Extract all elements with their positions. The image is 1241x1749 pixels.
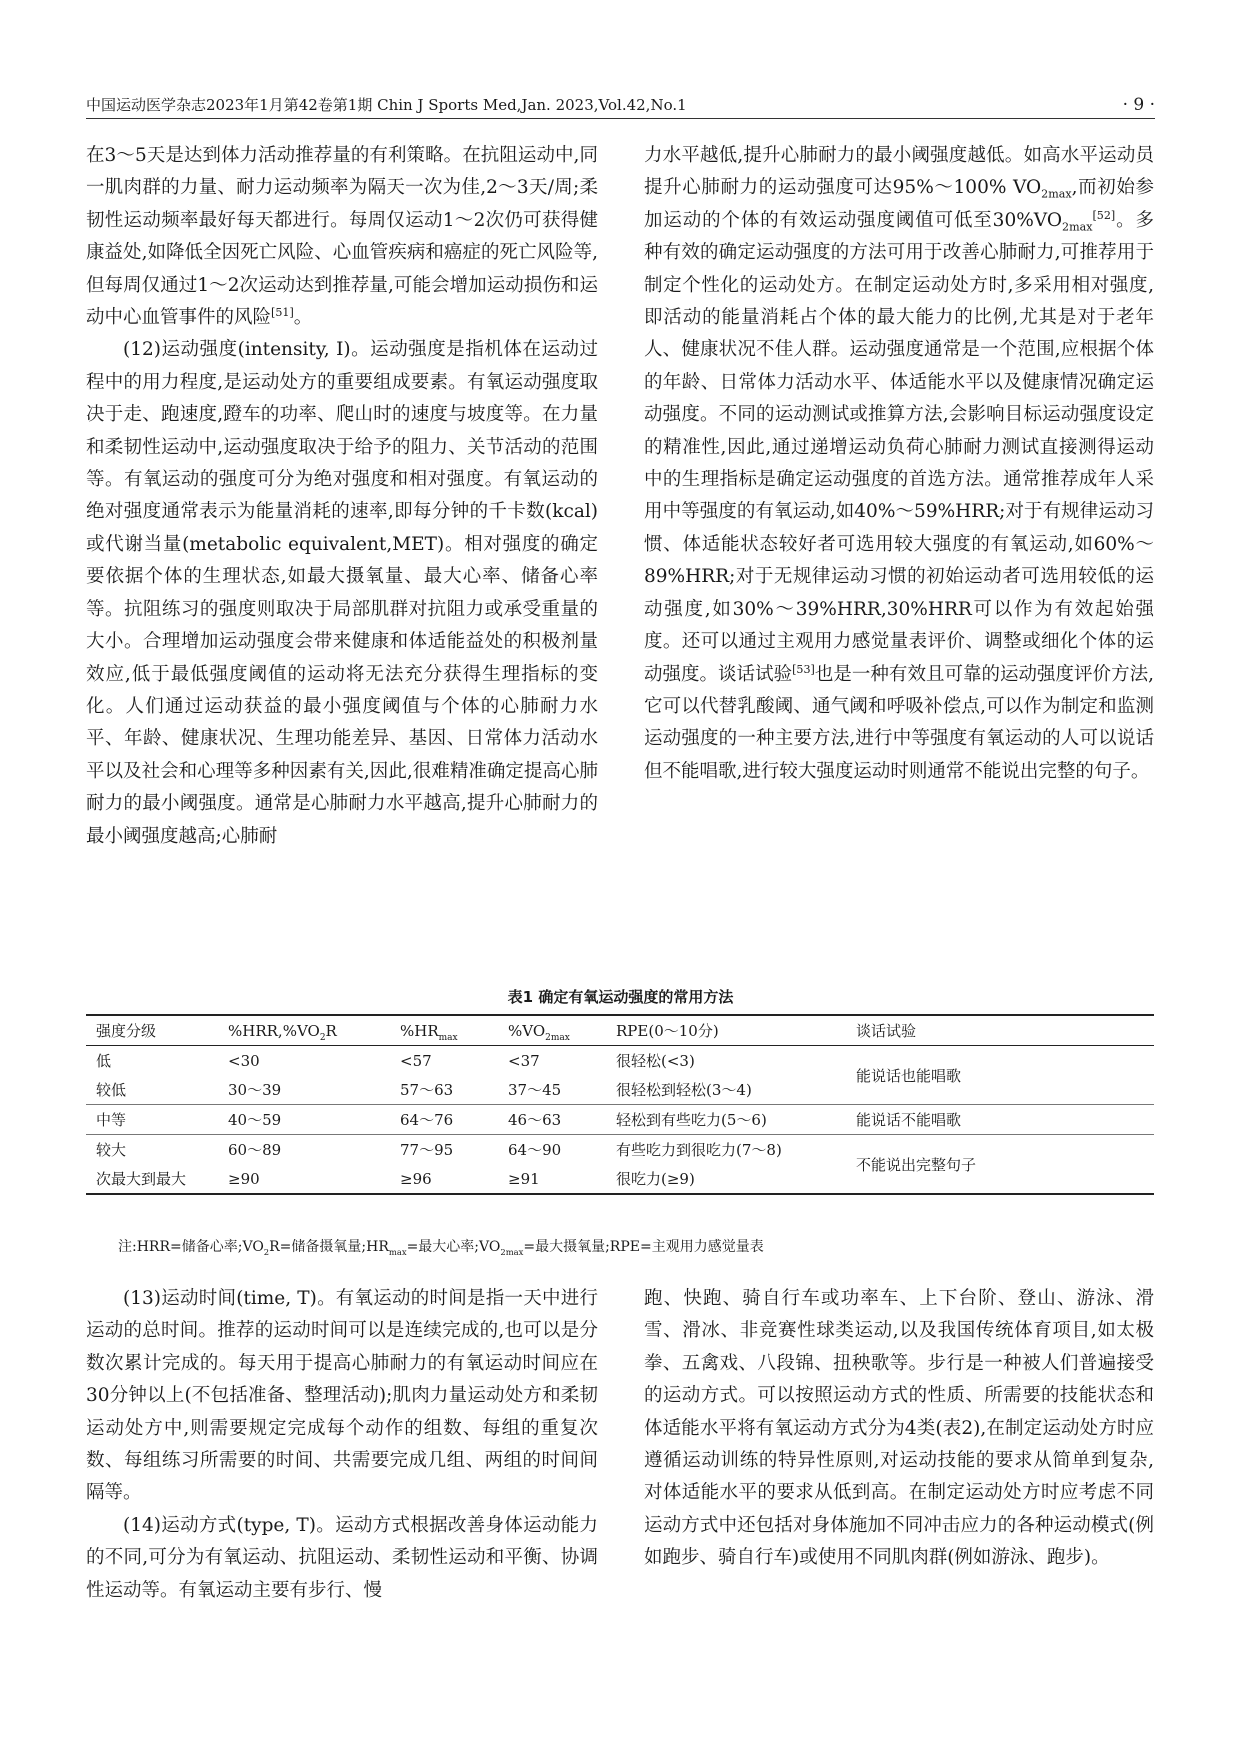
column-top-left	[86, 140, 598, 853]
header-vo2max: $\%VO_{2max}$	[508, 1021, 570, 1043]
citation-52[interactable]: [52]	[1092, 208, 1116, 222]
paragraph: 在3～5天是达到体力活动推荐量的有利策略。在抗阻运动中,同一肌肉群的力量、耐力运动频率为隔天一次为佳,2～3天/周;柔韧性运动频率最好每天都进行。每周仅运动1～2次仍可获得健康益处,如降低全因死亡风险、心血管疾病和癌症的死亡风险等,但每周仅通过1～2次运动达到推荐量,可能会增加运动损伤和运动中心血管事件的风险[51]。	[86, 145, 598, 329]
paragraph: 跑、快跑、骑自行车或功率车、上下台阶、登山、游泳、滑雪、滑冰、非竞赛性球类运动,以及我国传统体育项目,如太极拳、五禽戏、八段锦、扭秧歌等。步行是一种被人们普遍接受的运动方式。可以按照运动方式的性质、所需要的技能状态和体适能水平将有氧运动方式分为4类(表2),在制定运动处方时应遵循运动训练的特异性原则,对运动技能的要求从简单到复杂,对体适能水平的要求从低到高。在制定运动处方时应考虑不同运动方式中还包括对身体施加不同冲击应力的各种运动模式(例如跑步、骑自行车)或使用不同肌肉群(例如游泳、跑步)。	[644, 1288, 1154, 1569]
table-row: 较低 30～39 57～63 37～45 很轻松到轻松(3～4)	[86, 1075, 1154, 1105]
column-bottom-left	[86, 1283, 598, 1607]
table-note: 注:HRR=储备心率$;VO_2R=$储备摄氧量$;HR_{max}=$最大心率$;VO_{2max}=$最大摄氧量;RPE=主观用力感觉量表	[118, 1239, 764, 1257]
table-title: 表1 确定有氧运动强度的常用方法	[507, 988, 734, 1006]
paragraph: 力水平越低,提升心肺耐力的最小阈强度越低。如高水平运动员提升心肺耐力的运动强度可达95%～100% $VO_{2max}$,而初始参加运动的个体的有效运动强度阈值可低至$30\%VO_{2max}[52]$。多种有效的确定运动强度的方法可用于改善心肺耐力,可推荐用于制定个性化的运动处方。在制定运动处方时,多采用相对强度,即活动的能量消耗占个体的最大能力的比例,尤其是对于老年人、健康状况不佳人群。运动强度通常是一个范围,应根据个体的年龄、日常体力活动水平、体适能水平以及健康情况确定运动强度。不同的运动测试或推算方法,会影响目标运动强度设定的精准性,因此,通过递增运动负荷心肺耐力测试直接测得运动中的生理指标是确定运动强度的首选方法。通常推荐成年人采用中等强度的有氧运动,如40%～59%HRR;对于有规律运动习惯、体适能状态较好者可选用较大强度的有氧运动,如60%～89%HRR;对于无规律运动习惯的初始运动者可选用较低的运动强度,如30%～39%HRR,30%HRR可以作为有效起始强度。还可以通过主观用力感觉量表评价、调整或细化个体的运动强度。谈话试验[53]也是一种有效且可靠的运动强度评价方法,它可以代替乳酸阈、通气阈和呼吸补偿点,可以作为制定和监测运动强度的一种主要方法,进行中等强度有氧运动的人可以说话但不能唱歌,进行较大强度运动时则通常不能说出完整的句子。	[644, 145, 1155, 782]
talk-test-cell: 能说话也能唱歌	[846, 1046, 1154, 1105]
column-top-right	[644, 140, 1154, 788]
citation-53[interactable]: [53]	[792, 662, 815, 676]
table-row: 次最大到最大 ≥90 ≥96 ≥91 很吃力(≥9)	[86, 1164, 1154, 1194]
header-hrr: $\%HRR,\%VO_2R$	[228, 1021, 337, 1043]
paragraph-intensity: (12)运动强度(intensity, I)。运动强度是指机体在运动过程中的用力程度,是运动处方的重要组成要素。有氧运动强度取决于走、跑速度,蹬车的功率、爬山时的速度与坡度等。在力量和柔韧性运动中,运动强度取决于给予的阻力、关节活动的范围等。有氧运动的强度可分为绝对强度和相对强度。有氧运动的绝对强度通常表示为能量消耗的速率,即每分钟的千卡数(kcal)或代谢当量(metabolic equivalent,MET)。相对强度的确定要依据个体的生理状态,如最大摄氧量、最大心率、储备心率等。抗阻练习的强度则取决于局部肌群对抗阻力或承受重量的大小。合理增加运动强度会带来健康和体适能益处的积极剂量效应,低于最低强度阈值的运动将无法充分获得生理指标的变化。人们通过运动获益的最小强度阈值与个体的心肺耐力水平、年龄、健康状况、生理功能差异、基因、日常体力活动水平以及社会和心理等多种因素有关,因此,很难精准确定提高心肺耐力的最小阈强度。通常是心肺耐力水平越高,提升心肺耐力的最小阈强度越高;心肺耐	[86, 339, 598, 847]
intensity-table	[86, 1014, 1154, 1195]
table-row: 低 <30 <57 <37 很轻松(<3) 能说话也能唱歌	[86, 1046, 1154, 1076]
table-row: 较大 60～89 77～95 64～90 有些吃力到很吃力(7～8) 不能说出完整句子	[86, 1135, 1154, 1165]
running-header	[86, 92, 1155, 119]
paragraph-time: (13)运动时间(time, T)。有氧运动的时间是指一天中进行运动的总时间。推荐的运动时间可以是连续完成的,也可以是分数次累计完成的。每天用于提高心肺耐力的有氧运动时间应在30分钟以上(不包括准备、整理活动);肌肉力量运动处方和柔韧运动处方中,则需要规定完成每个动作的组数、每组的重复次数、每组练习所需要的时间、共需要完成几组、两组的时间间隔等。	[86, 1288, 598, 1504]
header-talk: 谈话试验	[856, 1022, 917, 1040]
table-header-row	[86, 1015, 1154, 1046]
paragraph-type: (14)运动方式(type, T)。运动方式根据改善身体运动能力的不同,可分为有氧运动、抗阻运动、柔韧性运动和平衡、协调性运动等。有氧运动主要有步行、慢	[86, 1514, 598, 1601]
journal-citation: 中国运动医学杂志2023年1月第42卷第1期 Chin J Sports Med,Jan. 2023,Vol.42,No.1	[86, 96, 687, 114]
header-hrmax: $\%HR_{max}$	[400, 1021, 458, 1043]
talk-test-cell: 能说话不能唱歌	[846, 1105, 1154, 1135]
header-level: 强度分级	[96, 1022, 157, 1040]
page-number: · 9 ·	[1122, 95, 1155, 115]
column-bottom-right	[644, 1283, 1154, 1575]
citation-51[interactable]: [51]	[271, 305, 294, 319]
talk-test-cell: 不能说出完整句子	[856, 1155, 977, 1174]
table-row: 中等 40～59 64～76 46～63 轻松到有些吃力(5～6) 能说话不能唱歌	[86, 1105, 1154, 1135]
header-rpe: RPE(0～10分)	[616, 1022, 719, 1040]
